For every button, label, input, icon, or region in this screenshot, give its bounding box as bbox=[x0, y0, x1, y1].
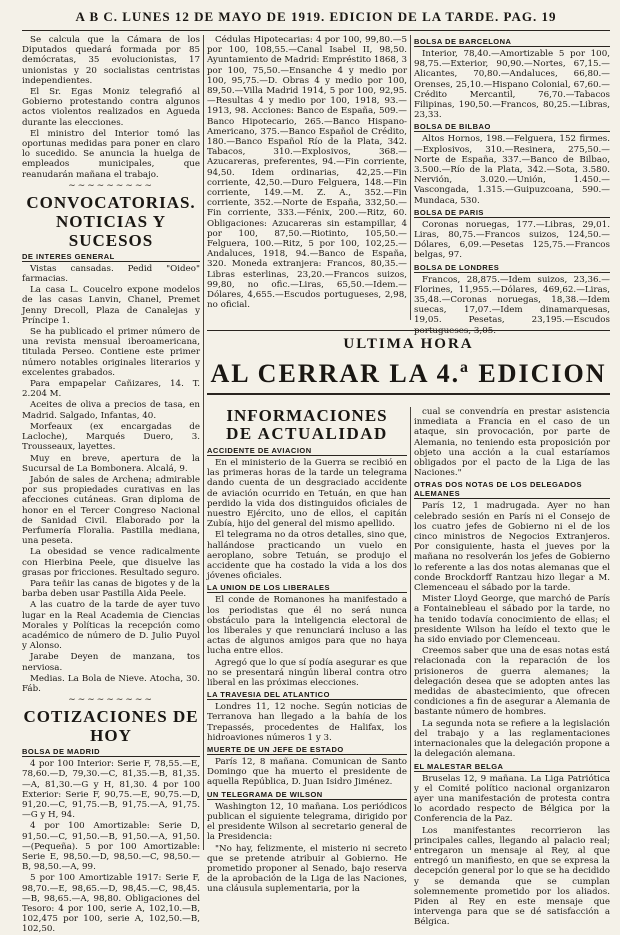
paragraph: Creemos saber que una de esas notas está relacionada con la reparación de los prisioneros de guerra alemanes; la delegación desea que se adopten antes las medidas de abastecimiento, que ofrecen condiciones a fin de asegurar a Alemania de bastante número de hombres. bbox=[414, 646, 610, 718]
paragraph: El ministro del Interior tomó las oportunas medidas para poner en claro lo sucedido. Se anuncia la huelga de empleados municipales, que reanudarán mañana el trabajo. bbox=[22, 128, 200, 180]
section-heading: COTIZACIONES DE HOY bbox=[23, 707, 199, 746]
paragraph: Vistas cansadas. Pedid "Oideo" farmacias. bbox=[22, 263, 200, 285]
subheading: DE INTERES GENERAL bbox=[22, 252, 200, 262]
paragraph: La segunda nota se refiere a la legislación del trabajo y a las reglamentaciones internacionales que la delegación propone a la delegación alemana. bbox=[414, 718, 610, 760]
paragraph: Jarabe Deyen de manzana, tos nerviosa. bbox=[22, 652, 200, 673]
paragraph: En el ministerio de la Guerra se recibió en las primeras horas de la tarde un telegrama dando cuenta de un desgraciado accidente de aviación ocurrido en Tetuán, en que han perdido la vida dos distinguidos oficiales de nuestro Ejército, uno de ellos, el capitán Zubía, hijo del general del mismo apellido. bbox=[207, 458, 407, 530]
paragraph: Para teñir las canas de bigotes y de la barba deben usar Pastilla Aida Peele. bbox=[22, 578, 200, 600]
subheading: BOLSA DE LONDRES bbox=[414, 263, 610, 273]
paragraph: 4 por 100 Amortizable: Serie D, 91,50.—C, 91,50.—B, 91,50.—A, 91,50.—(Pequeña). 5 por 100 Amortizable: Serie E, 98,50.—D, 98,50.—C, 98,50.—B, 98,50.—A, 99. bbox=[22, 821, 200, 873]
column-1 bbox=[22, 35, 200, 935]
column-rule bbox=[410, 35, 411, 320]
paragraph: Altos Hornos, 198.—Felguera, 152 firmes.—Explosivos, 310.—Resinera, 275,50.—Norte de España, 337.—Banco de Bilbao, 3.500.—Río de la Plata, 342.—Sota, 3.580. Nervión, 3.020.—Unión, 1.450.—Vascongada, 1.315.—Guipuzcoana, 590.—Mundaca, 530. bbox=[414, 134, 610, 206]
paragraph: Agregó que lo que sí podía asegurar es que no se presentará ningún liberal contra otro liberal en las próximas elecciones. bbox=[207, 657, 407, 689]
paragraph: Se calcula que la Cámara de los Diputados quedará formada por 85 demócratas, 35 evolucionistas, 17 unionistas y 20 socialistas centristas independientes. bbox=[22, 35, 200, 86]
column-3 bbox=[414, 35, 610, 336]
column-rule bbox=[203, 35, 204, 850]
column-5 bbox=[414, 407, 610, 928]
section-heading: INFORMACIONES bbox=[226, 406, 388, 425]
ornament: ∼∼∼∼∼∼∼∼∼ bbox=[68, 695, 154, 706]
paragraph: Mister Lloyd George, que marchó de París a Fontainebleau el sábado por la tarde, no ha tenido todavía conocimiento de ellas; el presidente Wilson ha leído el texto que le ha sido enviado por Clemenceau. bbox=[414, 594, 610, 646]
subheading: BOLSA DE BILBAO bbox=[414, 122, 610, 132]
subheading: BOLSA DE PARIS bbox=[414, 208, 610, 218]
column-rule bbox=[410, 407, 411, 850]
paragraph: Interior, 78,40.—Amortizable 5 por 100, 98,75.—Exterior, 90,90.—Nortes, 67,15.—Alicantes, 70,80.—Andaluces, 66,80.—Orenses, 25,10.—Hispano Colonial, 67,60.—Crédito Mercantil, 76,70.—Tabacos Filipinas, 190,50.—Francos, 80,25.—Libras, 23,33. bbox=[414, 49, 610, 121]
column-2 bbox=[207, 35, 407, 320]
section-heading: CONVOCATORIAS. NOTICIAS Y SUCESOS bbox=[26, 192, 196, 250]
paragraph: Se ha publicado el primer número de una revista mensual iberoamericana, titulada Perseo. Contiene este primer número notables originales literarios y excelentes grabados. bbox=[22, 327, 200, 378]
subheading: ACCIDENTE DE AVIACION bbox=[207, 446, 407, 456]
subheading: OTRAS DOS NOTAS DE LOS DELEGADOS ALEMANES bbox=[414, 480, 610, 499]
paragraph: París 12, 8 mañana. Comunican de Santo Domingo que ha muerto el presidente de aquella República, D. Juan Isidro Jiménez. bbox=[207, 757, 407, 788]
paragraph: Para empapelar Cañizares, 14. T. 2.204 M. bbox=[22, 379, 200, 400]
paragraph: Washington 12, 10 mañana. Los periódicos publican el siguiente telegrama, dirigido por el presidente Wilson al secretario general de la Presidencia: bbox=[207, 801, 407, 843]
column-4 bbox=[207, 406, 407, 895]
paragraph: Coronas noruegas, 177.—Libras, 29,01. Liras, 80,75.—Francos suizos, 124,50.—Dólares, 6,09.—Pesetas 125,75.—Francos belgas, 97. bbox=[414, 219, 610, 261]
paragraph: 4 por 100 Interior: Serie F, 78,55.—E, 78,60.—D, 79,30.—C, 81,35.—B, 81,35.—A, 81,30.—G y H, 81,30. 4 por 100 Exterior: Serie F, 90,75.—E, 90,75.—D, 91,20.—C, 91,75.—B, 91,75.—A, 91,75.—G y H, 94. bbox=[22, 759, 200, 821]
paragraph: Morfeaux (ex encargadas de Lacloche), Marqués Duero, 3. Trousseaux, layettes. bbox=[22, 421, 200, 453]
paragraph: Los manifestantes recorrieron las principales calles, llegando al palacio real; entregaron un mensaje al Rey, al que entregó un manifiesto, en que se expresa la decepción general por lo que se ha decidido y se demanda que se cumplan solemnemente prometido por los aliados. Piden al Rey en este mensaje que intervenga para que se dé satisfacción a Bélgica. bbox=[414, 825, 610, 928]
paragraph: cual se convendría en prestar asistencia inmediata a Francia en el caso de un ataque, sin provocación, por parte de Alemania, no teniendo esta proposición por objeto una acción a la cual estaríamos obligados por el pacto de la Liga de las Naciones." bbox=[414, 407, 610, 479]
paragraph: El telegrama no da otros detalles, sino que, hallándose practicando un vuelo en aeroplano, sobre Tetuán, se produjo el accidente que ha costado la vida a los dos jóvenes oficiales. bbox=[207, 530, 407, 582]
paragraph: Jabón de sales de Archena; admirable por sus propiedades curativas en las afecciones cutáneas. Gran diploma de honor en el Tercer Congreso Nacional de Sanidad Civil. Elaborado por la Perfumería Floralia. Pastilla mediana, una peseta. bbox=[22, 474, 200, 547]
paragraph: París 12, 1 madrugada. Ayer no han celebrado sesión en París ni el Consejo de los cuatro jefes de Gobierno ni el de los cinco ministros de Negocios Extranjeros. Por consiguiente, hasta el jueves por la mañana no resolverán los jefes de Gobierno lo referente a las dos notas alemanas que el conde Brockdorff Rantzau hizo llegar a M. Clemenceau el sábado por la tarde. bbox=[414, 501, 610, 594]
paragraph: El Sr. Egas Moniz telegrafió al Gobierno protestando contra algunos actos violentos realizados en Agueda durante las elecciones. bbox=[22, 87, 200, 128]
paragraph: La casa L. Coucelro expone modelos de las casas Lanvin, Chanel, Premet Jenny Drecoll, Plaza de Canalejas y Príncipe 1. bbox=[22, 285, 200, 326]
subheading: LA TRAVESIA DEL ATLANTICO bbox=[207, 690, 407, 700]
edition-banner: AL CERRAR LA 4.ª EDICION bbox=[207, 355, 610, 395]
subheading: BOLSA DE BARCELONA bbox=[414, 37, 610, 47]
paragraph: Francos, 28,875.—Idem suizos, 23,36.—Florines, 11,955.—Dólares, 469,62.—Liras, 35,48.—Coronas noruegas, 18,38.—Idem suecas, 17,07.—Idem dinamarquesas, 19,05. Pesetas, 23,195.—Escudos portugueses, 3,05. bbox=[414, 274, 610, 336]
subheading: MUERTE DE UN JEFE DE ESTADO bbox=[207, 745, 407, 755]
paragraph: Bruselas 12, 9 mañana. La Liga Patriótica y el Comité político nacional organizaron ayer una manifestación de protesta contra lo acordado respecto de Bélgica por la Conferencia de la Paz. bbox=[414, 773, 610, 825]
paragraph: Medias. La Bola de Nieve. Atocha, 30. Fáb. bbox=[22, 673, 200, 694]
subheading: LA UNION DE LOS LIBERALES bbox=[207, 583, 407, 593]
paragraph: El conde de Romanones ha manifestado a los periodistas que él no será nunca obstáculo para la inteligencia electoral de los liberales y que renunciará incluso a las actas de algunos amigos para que no haya lucha entre ellos. bbox=[207, 595, 407, 657]
paragraph: Cédulas Hipotecarias: 4 por 100, 99,80.—5 por 100, 108,55.—Canal Isabel II, 98,50. Ayuntamiento de Madrid: Empréstito 1868, 3 por 100, 75,50.—Ensanche 4 y medio por 100, 95,75.—D. Obras 4 y medio por 100, 89,50.—Villa Madrid 1914, 5 por 100, 92,95.—Resultas 4 y medio por 100, 1918, 93.—1913, 98. Acciones: Banco de España, 509.—Banco Hipotecario, 265.—Banco Hispano-Americano, 375.—Banco Español de Crédito, 180.—Banco Español Río de la Plata, 342. Tabacos, 310.—Explosivos, 368.—Azucareras, preferentes, 94.—Fin corriente, 94,50. Idem ordinarias, 42,25.—Fin corriente, 42,50.—Duro Felguera, 148.—Fin corriente, 149.—M. Z. A., 352.—Fin corriente, 352.—Norte de España, 332,50.—Fin corriente, 333.—Fénix, 200.—Ritz, 60. Obligaciones: Azucareras sin estampillar, 4 por 100, 87,50.—Riotinto, 105,50.—Felguera, 100.—Ritz, 5 por 100, 102,25.—Andaluces, 1918, 94.—Banco de España, 320. Moneda extranjera: Francos, 80,35.—Libras esterlinas, 23,20.—Francos suizos, 99,80, no ofic.—Liras, 65,50.—Idem.—Dólares, 4,655.—Escudos portugueses, 2,98, no oficial. bbox=[207, 35, 408, 311]
paragraph: 5 por 100 Amortizable 1917: Serie F, 98,70.—E, 98,65.—D, 98,45.—C, 98,45.—B, 98,65.—A, 98,80. Obligaciones del Tesoro: 4 por 100, serie A, 102,10.—B, 102,475 por 100, serie A, 102,50.—B, 102,50. bbox=[22, 873, 200, 935]
subheading: EL MALESTAR BELGA bbox=[414, 762, 610, 772]
paragraph: La obesidad se vence radicalmente con Hierbina Peele, que disuelve las grasas por fricciones. Resultado seguro. bbox=[22, 547, 200, 578]
paragraph: Londres 11, 12 noche. Según noticias de Terranova han llegado a la bahía de los Trepassés, procedentes de Halifax, los hidroaviones números 1 y 3. bbox=[207, 702, 407, 743]
columns bbox=[22, 35, 610, 935]
section-heading: DE ACTUALIDAD bbox=[226, 424, 388, 443]
paragraph: Muy en breve, apertura de la Sucursal de La Bombonera. Alcalá, 9. bbox=[22, 453, 200, 474]
ultima-hora-heading: ULTIMA HORA bbox=[207, 330, 610, 354]
paragraph: Aceites de oliva a precios de tasa, en Madrid. Salgado, Infantas, 40. bbox=[22, 400, 200, 421]
ornament: ∼∼∼∼∼∼∼∼∼ bbox=[68, 180, 154, 191]
paragraph: A las cuatro de la tarde de ayer tuvo lugar en la Real Academia de Ciencias Morales y Políticas la recepción como académico de número de D. Julio Puyol y Alonso. bbox=[22, 600, 200, 652]
paragraph: "No hay, felizmente, el misterio ni secreto que se pretende atribuir al Gobierno. He prometido proponer al Senado, bajo reserva de la aprobación de la Liga de las Naciones, una cláusula suplementaria, por la bbox=[207, 843, 407, 895]
masthead: A B C. LUNES 12 DE MAYO DE 1919. EDICION DE LA TARDE. PAG. 19 bbox=[22, 4, 610, 31]
subheading: BOLSA DE MADRID bbox=[22, 747, 200, 757]
subheading: UN TELEGRAMA DE WILSON bbox=[207, 790, 407, 800]
